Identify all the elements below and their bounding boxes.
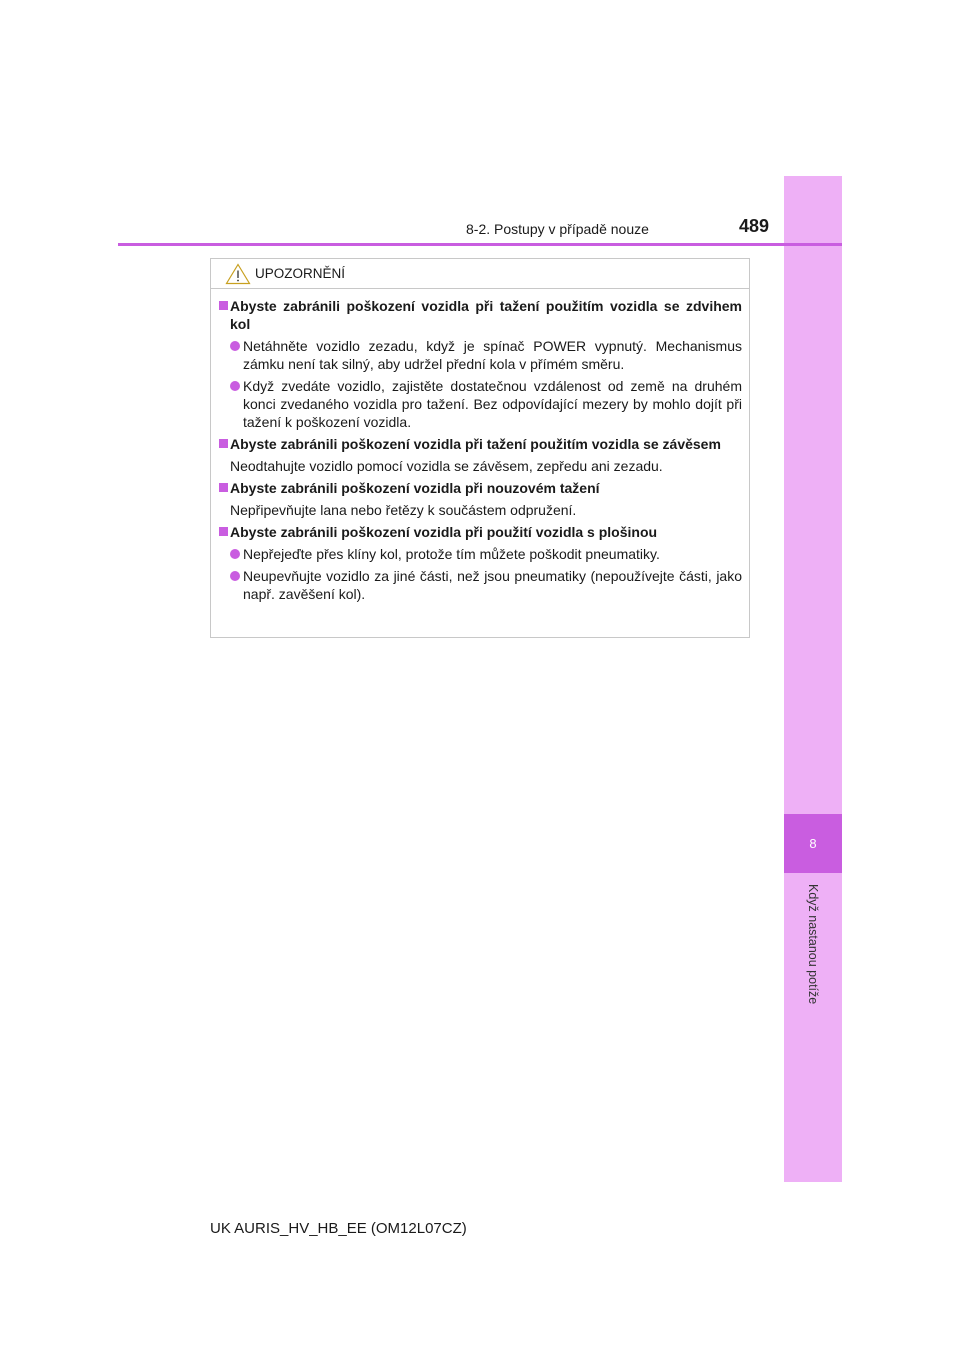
circle-bullet-icon <box>230 571 240 581</box>
caution-bullet: Když zvedáte vozidlo, zajistěte dostatečnou vzdálenost od země na druhém konci zvedaného vozidla pro tažení. Bez odpovídající mezery by mohlo dojít při tažení k poškození vozidla. <box>219 377 742 431</box>
caution-item-heading: Abyste zabránili poškození vozidla při tažení použitím vozidla se zdvihem kol <box>219 297 742 333</box>
warning-triangle-icon <box>225 263 251 285</box>
caution-bullet: Netáhněte vozidlo zezadu, když je spínač POWER vypnutý. Mechanismus zámku není tak silný, aby udržel přední kola v přímém směru. <box>219 337 742 373</box>
header-divider <box>118 243 842 246</box>
caution-content <box>211 289 749 603</box>
square-bullet-icon <box>219 439 228 448</box>
circle-bullet-icon <box>230 341 240 351</box>
caution-box <box>210 258 750 638</box>
caution-bullet: Neupevňujte vozidlo za jiné části, než jsou pneumatiky (nepoužívejte části, jako např. zavěšení kol). <box>219 567 742 603</box>
square-bullet-icon <box>219 301 228 310</box>
caution-title: UPOZORNĚNÍ <box>255 266 346 281</box>
page-number: 489 <box>739 216 770 236</box>
caution-header <box>211 259 749 289</box>
caution-item-heading: Abyste zabránili poškození vozidla při použití vozidla s plošinou <box>219 523 742 541</box>
chapter-number-badge: 8 <box>784 814 842 873</box>
caution-bullet: Nepřejeďte přes klíny kol, protože tím můžete poškodit pneumatiky. <box>219 545 742 563</box>
caution-text: Neodtahujte vozidlo pomocí vozidla se závěsem, zepředu ani zezadu. <box>230 458 663 474</box>
chapter-title-vertical: Když nastanou potíže <box>806 884 820 1005</box>
square-bullet-icon <box>219 483 228 492</box>
section-title: 8-2. Postupy v případě nouze <box>466 221 649 237</box>
model-code-footer: UK AURIS_HV_HB_EE (OM12L07CZ) <box>210 1220 467 1237</box>
chapter-side-tab <box>784 176 842 1182</box>
square-bullet-icon <box>219 527 228 536</box>
circle-bullet-icon <box>230 549 240 559</box>
caution-text: Nepřipevňujte lana nebo řetězy k součástem odpružení. <box>230 502 577 518</box>
circle-bullet-icon <box>230 381 240 391</box>
caution-item-heading: Abyste zabránili poškození vozidla při tažení použitím vozidla se závěsem <box>219 435 742 453</box>
caution-item-heading: Abyste zabránili poškození vozidla při nouzovém tažení <box>219 479 742 497</box>
